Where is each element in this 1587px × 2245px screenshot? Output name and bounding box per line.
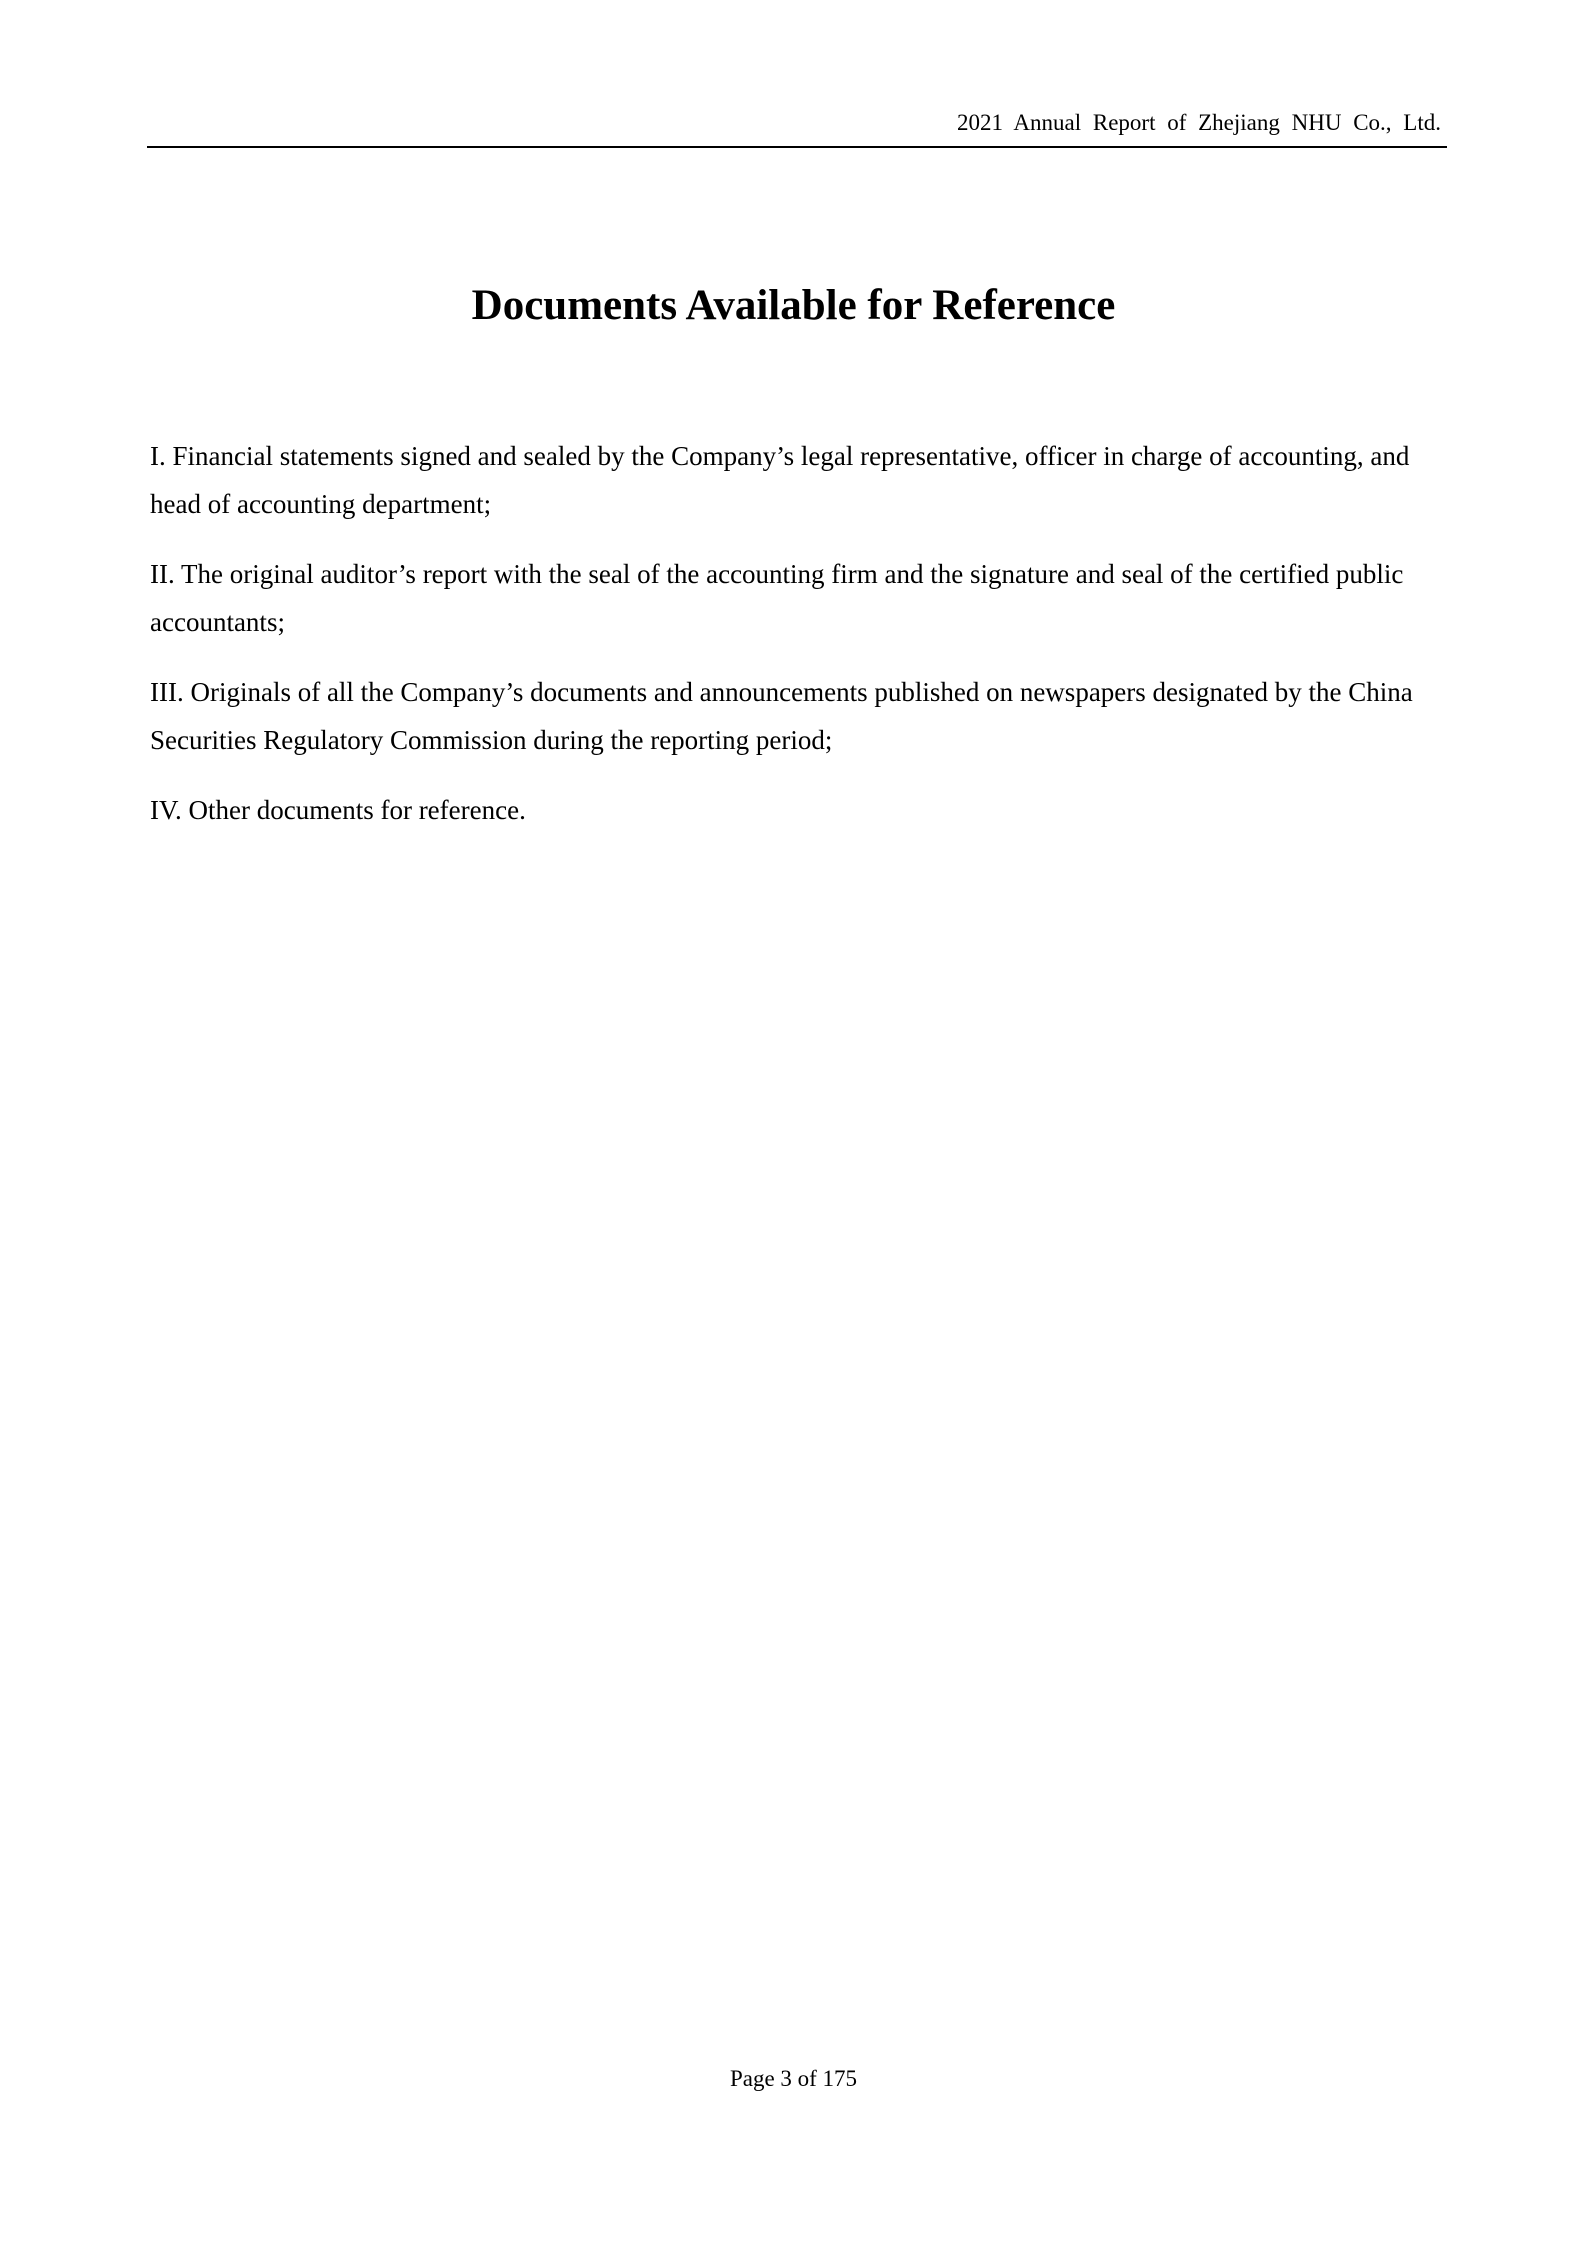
page-title: Documents Available for Reference [471,282,1116,329]
reference-item-3: III. Originals of all the Company’s documents and announcements published on newspapers designated by the China Securities Regulatory Commission during the reporting period; [150,677,1413,755]
header-title: 2021 Annual Report of Zhejiang NHU Co., Ltd. [956,110,1441,135]
reference-item-1: I. Financial statements signed and sealed by the Company’s legal representative, officer in charge of accounting, and head of accounting department; [150,441,1410,519]
page-number: Page 3 of 175 [729,2066,858,2091]
document-body [150,432,1440,856]
reference-item-2: II. The original auditor’s report with the seal of the accounting firm and the signature and seal of the certified public accountants; [150,559,1404,637]
reference-item-4: IV. Other documents for reference. [150,795,526,825]
page-header [147,108,1447,148]
